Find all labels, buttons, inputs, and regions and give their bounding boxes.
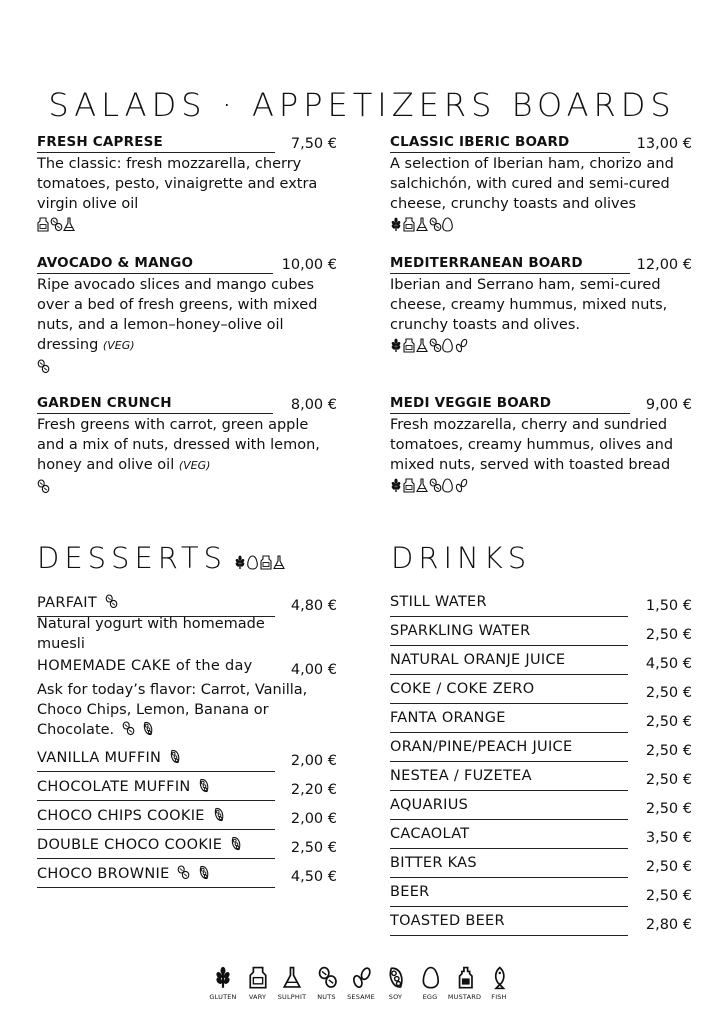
drink-underline (390, 703, 628, 704)
item-name: MEDI VEGGIE BOARD (390, 395, 552, 411)
item-name: MEDITERRANEAN BOARD (390, 255, 583, 271)
dessert-underline (37, 858, 275, 859)
drink-name: FANTA ORANGE (390, 710, 506, 726)
drink-underline (390, 848, 628, 849)
allergen-row (37, 359, 337, 375)
drink-name: COKE / COKE ZERO (390, 681, 535, 697)
item-price: 12,00 € (636, 257, 692, 273)
item-underline (390, 413, 630, 414)
drink-name: AQUARIUS (390, 797, 469, 813)
drinks-title: DRINKS (391, 541, 532, 575)
page-title: SALADS · APPETIZERS BOARDS (48, 86, 676, 124)
drink-price: 2,50 € (645, 685, 692, 701)
drink-name: ORAN/PINE/PEACH JUICE (390, 739, 573, 755)
dairy-icon (403, 217, 415, 232)
dessert-underline (37, 771, 275, 772)
drink-item (390, 826, 692, 850)
dessert-description: Natural yogurt with homemade muesli (37, 616, 265, 652)
dessert-price: 2,00 € (290, 811, 337, 827)
dessert-price: 2,50 € (290, 840, 337, 856)
drink-underline (390, 935, 628, 936)
drink-item (390, 652, 692, 676)
drink-price: 4,50 € (645, 656, 692, 672)
soy-icon (198, 865, 210, 884)
drink-item (390, 884, 692, 908)
dessert-price: 4,00 € (290, 662, 337, 678)
drink-name: TOASTED BEER (390, 913, 505, 929)
item-description: A selection of Iberian ham, chorizo and salchichón, with cured and semi-cured cheese, crunchy toasts and olives (390, 156, 674, 212)
dessert-name-text: CHOCO BROWNIE (37, 866, 170, 882)
dessert-item (37, 658, 337, 682)
gluten-icon (234, 555, 246, 570)
nuts-icon (122, 721, 135, 742)
item-underline (390, 152, 630, 153)
egg-icon (442, 217, 454, 232)
sulphite-icon (416, 478, 428, 493)
item-name: FRESH CAPRESE (37, 134, 163, 150)
nuts-icon (177, 865, 190, 884)
drink-underline (390, 906, 628, 907)
legend-label: EGG (422, 993, 438, 1001)
dessert-description (37, 680, 332, 742)
desserts-allergen-row (234, 555, 285, 571)
dairy-icon (403, 338, 415, 353)
soy-icon (213, 807, 225, 826)
allergen-row (390, 478, 692, 494)
dessert-item (37, 749, 337, 773)
item-description: Fresh mozzarella, cherry and sundried tomatoes, creamy hummus, olives and mixed nuts, served with toasted bread (390, 417, 674, 473)
allergen-row (37, 479, 337, 495)
item-description-text: Ripe avocado slices and mango cubes over a bed of fresh greens, with mixed nuts, and a lemon–honey–olive oil dressing (37, 277, 318, 353)
veg-tag: (VEG) (178, 459, 211, 472)
drink-name: NATURAL ORANJE JUICE (390, 652, 566, 668)
egg-icon (442, 338, 454, 353)
dessert-item (37, 836, 337, 860)
legend-label: MUSTARD (447, 993, 482, 1001)
drink-price: 1,50 € (645, 598, 692, 614)
dessert-name (37, 778, 210, 797)
boards-right-column (390, 134, 692, 514)
dessert-item (37, 807, 337, 831)
legend-label: SULPHIT (277, 993, 307, 1001)
dessert-name-text: PARFAIT (37, 595, 97, 611)
drink-name: NESTEA / FUZETEA (390, 768, 532, 784)
nuts-icon (429, 217, 441, 232)
dessert-underline (37, 887, 275, 888)
drink-price: 2,80 € (645, 917, 692, 933)
gluten-icon (390, 478, 402, 493)
drink-underline (390, 819, 628, 820)
dairy-icon (403, 478, 415, 493)
drink-item (390, 623, 692, 647)
drink-underline (390, 761, 628, 762)
dessert-underline (37, 829, 275, 830)
drink-price: 3,50 € (645, 830, 692, 846)
drink-underline (390, 877, 628, 878)
soy-icon (142, 721, 154, 742)
allergen-row (37, 217, 337, 233)
menu-item (37, 395, 337, 495)
nuts-icon (50, 217, 62, 232)
drink-name: SPARKLING WATER (390, 623, 531, 639)
dessert-item (37, 778, 337, 802)
dessert-name (37, 807, 225, 826)
item-name: CLASSIC IBERIC BOARD (390, 134, 570, 150)
drink-item (390, 594, 692, 618)
sulphite-icon (63, 217, 75, 232)
sesame-icon (455, 478, 467, 493)
item-description: The classic: fresh mozzarella, cherry tomatoes, pesto, vinaigrette and extra virgin olive oil (37, 156, 318, 212)
drink-name: CACAOLAT (390, 826, 470, 842)
dessert-name (37, 594, 118, 613)
legend-label: SOY (388, 993, 403, 1001)
dessert-price: 4,80 € (290, 598, 337, 614)
drink-underline (390, 790, 628, 791)
dessert-description-text: Ask for today’s flavor: Carrot, Vanilla, Choco Chips, Lemon, Banana or Chocolate. (37, 682, 308, 738)
drink-item (390, 913, 692, 937)
desserts-column (37, 594, 337, 894)
dessert-name (37, 865, 210, 884)
dessert-name: HOMEMADE CAKE of the day (37, 658, 253, 674)
dessert-price: 2,20 € (290, 782, 337, 798)
drink-price: 2,50 € (645, 743, 692, 759)
item-price: 7,50 € (290, 136, 337, 152)
allergen-row (390, 338, 692, 354)
dessert-name-text: VANILLA MUFFIN (37, 750, 162, 766)
dessert-name-text: DOUBLE CHOCO COOKIE (37, 837, 223, 853)
drink-underline (390, 616, 628, 617)
gluten-icon (390, 217, 402, 232)
nuts-icon (37, 479, 49, 494)
drink-name: STILL WATER (390, 594, 487, 610)
soy-icon (230, 836, 242, 855)
drink-price: 2,50 € (645, 772, 692, 788)
nuts-icon (105, 594, 118, 613)
item-description (37, 275, 337, 356)
drink-item (390, 768, 692, 792)
drink-price: 2,50 € (645, 801, 692, 817)
gluten-icon (390, 338, 402, 353)
dairy-icon (260, 555, 272, 570)
legend-label: FISH (491, 993, 507, 1001)
menu-item (37, 134, 337, 233)
dessert-name-text: CHOCOLATE MUFFIN (37, 779, 191, 795)
drink-underline (390, 674, 628, 675)
soy-icon (169, 749, 181, 768)
menu-item (37, 255, 337, 375)
nuts-icon (429, 478, 441, 493)
legend-label: GLUTEN (209, 993, 237, 1001)
drink-price: 2,50 € (645, 627, 692, 643)
soy-icon (198, 778, 210, 797)
drink-item (390, 739, 692, 763)
item-underline (37, 413, 273, 414)
salads-left-column (37, 134, 337, 514)
nuts-icon (429, 338, 441, 353)
item-name: AVOCADO & MANGO (37, 255, 194, 271)
drink-name: BEER (390, 884, 430, 900)
drink-item (390, 855, 692, 879)
dessert-underline (37, 800, 275, 801)
dessert-price: 4,50 € (290, 869, 337, 885)
drink-price: 2,50 € (645, 714, 692, 730)
legend-item (482, 966, 516, 1001)
drink-price: 2,50 € (645, 859, 692, 875)
menu-item (390, 395, 692, 494)
dessert-price: 2,00 € (290, 753, 337, 769)
dessert-name (37, 836, 242, 855)
dairy-icon (37, 217, 49, 232)
veg-tag: (VEG) (102, 339, 135, 352)
legend-label: SESAME (347, 993, 375, 1001)
dessert-name (37, 749, 181, 768)
menu-item (390, 134, 692, 233)
legend-label: NUTS (317, 993, 336, 1001)
egg-icon (247, 555, 259, 570)
legend-label: VARY (248, 993, 267, 1001)
item-underline (37, 273, 273, 274)
desserts-title (37, 541, 227, 575)
drink-price: 2,50 € (645, 888, 692, 904)
sulphite-icon (273, 555, 285, 570)
dessert-item (37, 865, 337, 889)
drink-item (390, 710, 692, 734)
desserts-title-text: DESSERTS (37, 541, 227, 575)
item-description: Iberian and Serrano ham, semi-cured cheese, creamy hummus, mixed nuts, crunchy toasts and olives. (390, 277, 668, 333)
item-price: 8,00 € (290, 397, 337, 413)
allergen-row (390, 217, 692, 233)
sulphite-icon (416, 217, 428, 232)
sesame-icon (455, 338, 467, 353)
dessert-name-text: CHOCO CHIPS COOKIE (37, 808, 205, 824)
sulphite-icon (416, 338, 428, 353)
item-description-text: Fresh greens with carrot, green apple and a mix of nuts, dressed with lemon, honey and olive oil (37, 417, 320, 473)
drink-name: BITTER KAS (390, 855, 477, 871)
drink-underline (390, 732, 628, 733)
drink-underline (390, 645, 628, 646)
item-name: GARDEN CRUNCH (37, 395, 172, 411)
item-underline (37, 152, 275, 153)
fish-icon (473, 966, 526, 1005)
menu-item (390, 255, 692, 354)
nuts-icon (37, 359, 49, 374)
allergen-legend (206, 966, 518, 1012)
drinks-column (390, 594, 692, 939)
item-description (37, 415, 322, 476)
drink-item (390, 797, 692, 821)
egg-icon (442, 478, 454, 493)
item-price: 9,00 € (645, 397, 692, 413)
item-price: 10,00 € (281, 257, 337, 273)
item-underline (390, 273, 630, 274)
drink-item (390, 681, 692, 705)
item-price: 13,00 € (636, 136, 692, 152)
